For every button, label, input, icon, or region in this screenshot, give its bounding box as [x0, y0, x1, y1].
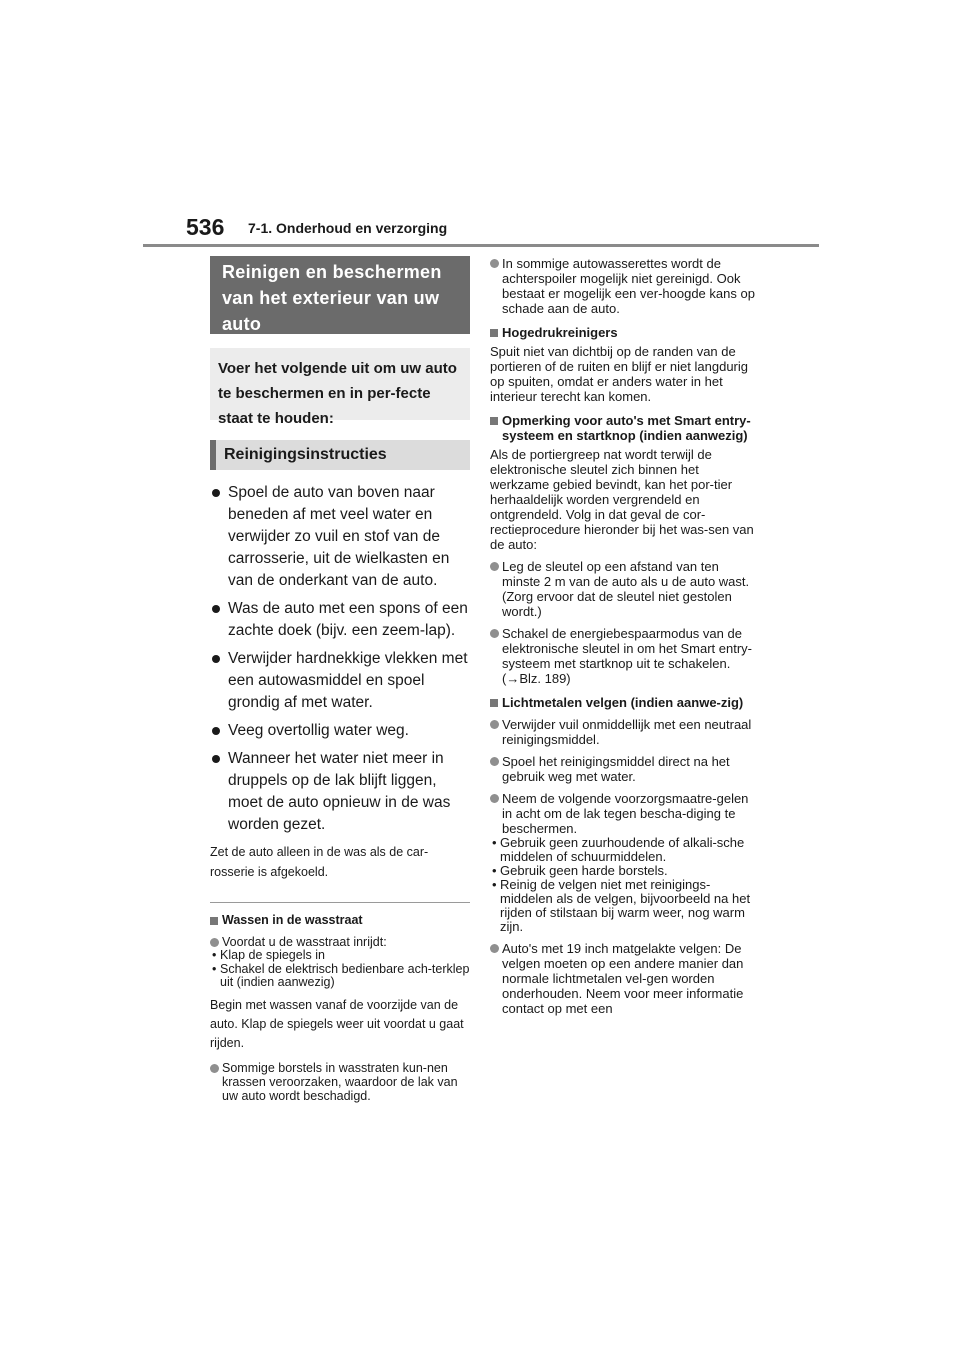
- high-pressure-text: Spuit niet van dichtbij op de randen van de portieren of de ruiten en blijf er niet langdurig op spuiten, omdat er anders water in het interieur terecht kan komen.: [490, 344, 748, 404]
- list-item: Verwijder hardnekkige vlekken met een autowasmiddel en spoel grondig af met water.: [210, 648, 470, 714]
- bullet-icon: [212, 755, 220, 763]
- circle-bullet-icon: [490, 629, 499, 638]
- list-item: Spoel de auto van boven naar beneden af met veel water en verwijder zo vuil en stof van de carrosserie, uit de wielkasten en van de onderkant van de auto.: [210, 482, 470, 592]
- list-item: Verwijder vuil onmiddellijk met een neutraal reinigingsmiddel.: [490, 717, 756, 747]
- wash-paragraph: Begin met wassen vanaf de voorzijde van de auto. Klap de spiegels weer uit voordat u gaat rijden.: [210, 997, 464, 1050]
- right-column: [490, 256, 756, 1016]
- list-item: Veeg overtollig water weg.: [210, 720, 470, 742]
- square-bullet-icon: [210, 917, 218, 925]
- alloy-wheels-title: Lichtmetalen velgen (indien aanwe-zig): [490, 695, 756, 710]
- chapter-title: 7-1. Onderhoud en verzorging: [248, 220, 448, 236]
- header-rule: [143, 244, 819, 247]
- smart-entry-title: Opmerking voor auto's met Smart entry-systeem en startknop (indien aanwezig): [490, 413, 756, 443]
- list-item: Spoel het reinigingsmiddel direct na het gebruik weg met water.: [490, 754, 756, 784]
- cleaning-steps-list: [210, 482, 470, 836]
- list-item: • Reinig de velgen niet met reinigings-middelen als de velgen, bijvoorbeeld na het rijden of stilstaan bij warm weer, nog warm zijn.: [492, 877, 751, 934]
- square-bullet-icon: [490, 699, 498, 707]
- left-column: [210, 256, 470, 1103]
- circle-bullet-icon: [490, 757, 499, 766]
- bullet-icon: [212, 727, 220, 735]
- bullet-icon: [212, 489, 220, 497]
- list-item: Wanneer het water niet meer in druppels op de lak blijft liggen, moet de auto opnieuw in de was worden gezet.: [210, 748, 470, 836]
- square-bullet-icon: [490, 329, 498, 337]
- list-item: • Gebruik geen zuurhoudende of alkali-sche middelen of schuurmiddelen.: [492, 835, 745, 864]
- list-item: • Gebruik geen harde borstels.: [492, 863, 668, 878]
- section-title: Reinigen en beschermen van het exterieur van uw auto: [210, 256, 470, 334]
- wash-section-title: Wassen in de wasstraat: [210, 913, 470, 928]
- list-item: In sommige autowasserettes wordt de achterspoiler mogelijk niet gereinigd. Ook bestaat er mogelijk een ver-hoogde kans op schade aan de auto.: [490, 256, 756, 316]
- list-item: Voordat u de wasstraat inrijdt:: [210, 935, 470, 949]
- smart-entry-text: Als de portiergreep nat wordt terwijl de elektronische sleutel zich binnen het werkzame gebied bevindt, kan het por-tier herhaaldelijk worden vergrendeld en ontgrendeld. Volg in dat geval de cor-rectieprocedure hieronder bij het was-sen van de auto:: [490, 447, 754, 552]
- circle-bullet-icon: [210, 938, 219, 947]
- circle-bullet-icon: [490, 794, 499, 803]
- intro-box: Voer het volgende uit om uw auto te beschermen en in per-fecte staat te houden:: [210, 348, 470, 420]
- list-item: Neem de volgende voorzorgsmaatre-gelen in acht om de lak tegen bescha-diging te beschermen.: [490, 791, 756, 836]
- bullet-icon: [212, 605, 220, 613]
- bullet-icon: [212, 655, 220, 663]
- page-header: [186, 212, 818, 246]
- section-divider: [210, 902, 470, 903]
- high-pressure-title: Hogedrukreinigers: [490, 325, 756, 340]
- circle-bullet-icon: [210, 1064, 219, 1073]
- circle-bullet-icon: [490, 944, 499, 953]
- list-item: Was de auto met een spons of een zachte doek (bijv. een zeem-lap).: [210, 598, 470, 642]
- list-item: • Klap de spiegels in: [212, 948, 325, 962]
- list-item: Leg de sleutel op een afstand van ten minste 2 m van de auto als u de auto wast. (Zorg ervoor dat de sleutel niet gestolen wordt.): [490, 559, 756, 619]
- cooling-note: Zet de auto alleen in de was als de car-rosserie is afgekoeld.: [210, 845, 429, 879]
- circle-bullet-icon: [490, 259, 499, 268]
- list-item: Schakel de energiebespaarmodus van de elektronische sleutel in om het Smart entry-systeem met startknop uit te schakelen. (→Blz. 189): [490, 626, 756, 686]
- subheading: Reinigingsinstructies: [210, 440, 470, 470]
- circle-bullet-icon: [490, 562, 499, 571]
- list-item: Sommige borstels in wasstraten kun-nen krassen veroorzaken, waardoor de lak van uw auto wordt beschadigd.: [210, 1061, 470, 1103]
- circle-bullet-icon: [490, 720, 499, 729]
- page-number: 536: [186, 214, 225, 240]
- list-item: Auto's met 19 inch matgelakte velgen: De velgen moeten op een andere manier dan normale lichtmetalen vel-gen worden onderhouden. Neem voor meer informatie contact op met een: [490, 941, 756, 1016]
- square-bullet-icon: [490, 417, 498, 425]
- list-item: • Schakel de elektrisch bedienbare ach-terklep uit (indien aanwezig): [212, 961, 470, 989]
